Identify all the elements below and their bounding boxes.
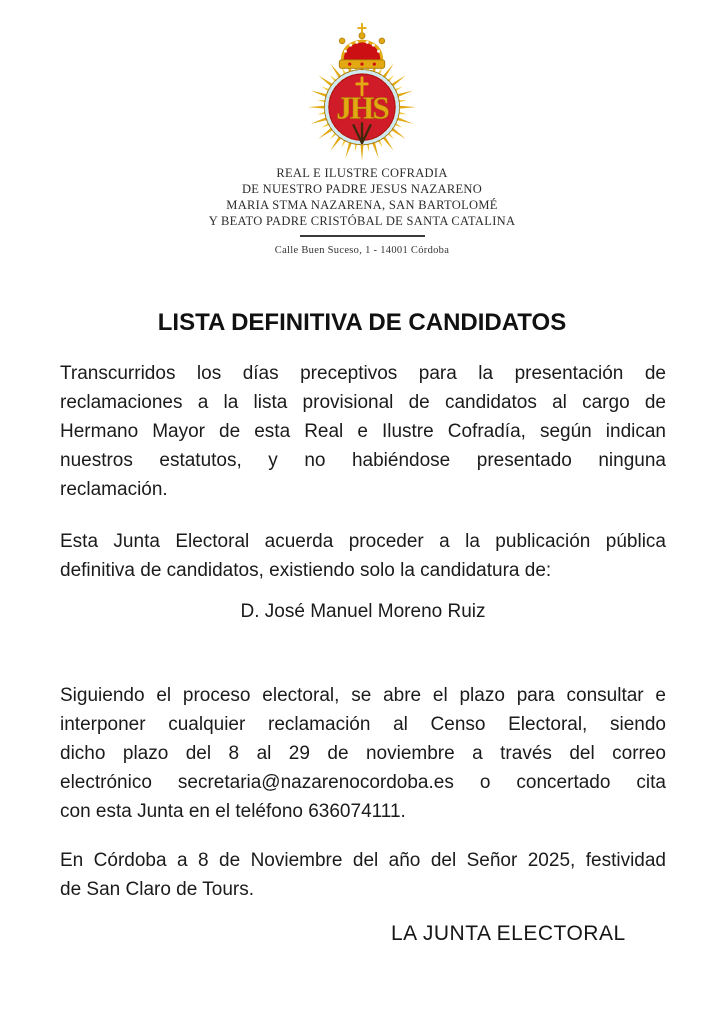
body-line: Esta Junta Electoral acuerda proceder a la publicación pública [60,531,666,552]
body-line: de San Claro de Tours. [60,879,254,900]
document-title: LISTA DEFINITIVA DE CANDIDATOS [157,309,567,336]
org-name-line-2: DE NUESTRO PADRE JESUS NAZARENO [241,182,483,196]
body-line: electrónico secretaria@nazarenocordoba.es o concertado cita [60,772,666,793]
body-line: Siguiendo el proceso electoral, se abre el plazo para consultar e [60,685,666,706]
paragraph-3 [60,681,666,826]
letterhead-divider [300,235,425,237]
org-name-line-4: Y BEATO PADRE CRISTÓBAL DE SANTA CATALINA [208,214,516,228]
body-line: con esta Junta en el teléfono 636074111. [60,801,406,822]
crown-icon [339,24,384,68]
org-name-line-3: MARIA STMA NAZARENA, SAN BARTOLOMÉ [226,198,498,212]
jhs-monogram: JHS [336,90,388,126]
body-line: interponer cualquier reclamación al Censo Electoral, siendo [60,714,666,735]
org-name-line-1: REAL E ILUSTRE COFRADIA [276,166,448,180]
letterhead [0,165,724,256]
paragraph-2 [60,527,666,585]
body-line: nuestros estatutos, y no habiéndose presentado ninguna [60,450,666,471]
cofradia-emblem [291,20,433,164]
paragraph-4 [60,846,666,904]
body-line: Hermano Mayor de esta Real e Ilustre Cofradía, según indican [60,421,666,442]
body-line: reclamación. [60,479,168,500]
signature-junta-electoral: LA JUNTA ELECTORAL [391,922,626,945]
jhs-sunburst-crown-icon [291,20,433,164]
body-line: dicho plazo del 8 al 29 de noviembre a través del correo [60,743,666,764]
body-line: En Córdoba a 8 de Noviembre del año del Señor 2025, festividad [60,850,666,871]
document-body [60,359,666,948]
paragraph-1 [60,359,666,504]
body-line: definitiva de candidatos, existiendo solo la candidatura de: [60,560,552,581]
body-line: Transcurridos los días preceptivos para la presentación de [60,363,666,384]
candidate-name: D. José Manuel Moreno Ruiz [240,601,486,622]
address-line: Calle Buen Suceso, 1 - 14001 Córdoba [274,245,450,256]
body-line: reclamaciones a la lista provisional de candidatos al cargo de [60,392,666,413]
